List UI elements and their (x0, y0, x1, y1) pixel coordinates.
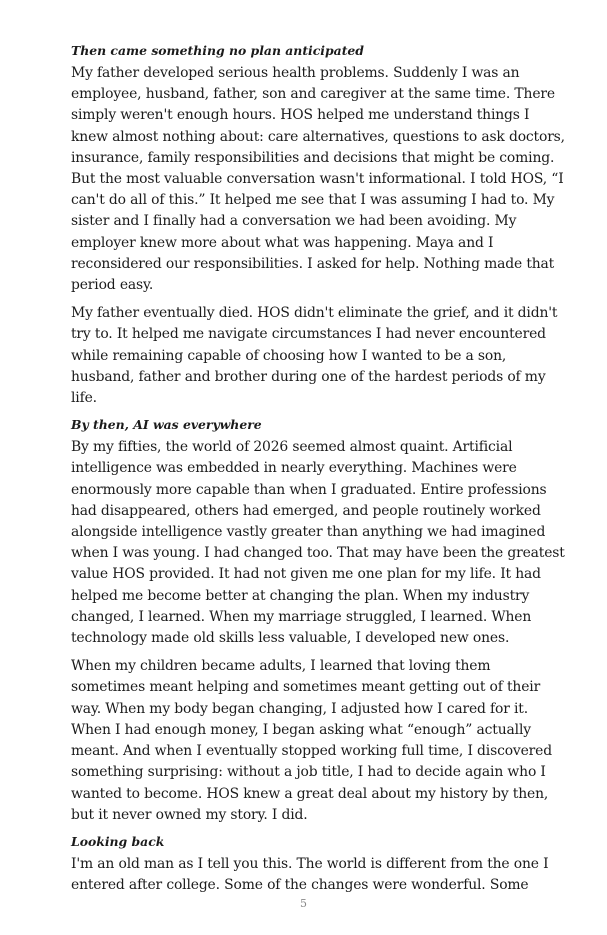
document-page (71, 42, 566, 903)
paragraph: By my fifties, the world of 2026 seemed almost quaint. Artificial intelligence was embedded in nearly everything. Machines were enormously more capable than when I graduated. Entire professions had disappeared, others had emerged, and people routinely worked alongside intelligence vastly greater than anything we had imagined when I was young. I had changed too. That may have been the greatest value HOS provided. It had not given me one plan for my life. It had helped me become better at changing the plan. When my industry changed, I learned. When my marriage struggled, I learned. When technology made old skills less valuable, I developed new ones. (71, 439, 565, 647)
page-number: 5 (300, 897, 307, 910)
section-heading: By then, AI was everywhere (71, 417, 262, 433)
paragraph: I'm an old man as I tell you this. The world is different from the one I entered after college. Some of the changes were wonderful. Some (71, 855, 549, 894)
section-heading: Then came something no plan anticipated (71, 43, 364, 58)
section-ai-everywhere (71, 416, 566, 826)
paragraph: When my children became adults, I learned that loving them sometimes meant helping and sometimes meant getting out of their way. When my body began changing, I adjusted how I cared for it. When I had enough money, I began asking what “enough” actually meant. And when I eventually stopped working full time, I discovered something surprising: without a job title, I had to decide again who I wanted to become. HOS knew a great deal about my history by then, but it never owned my story. I did. (71, 658, 552, 823)
section-looking-back (71, 833, 566, 896)
section-heading: Looking back (71, 833, 165, 849)
paragraph: My father eventually died. HOS didn't eliminate the grief, and it didn't try to. It helped me navigate circumstances I had never encountered while remaining capable of choosing how I wanted to be a son, husband, father and brother during one of the hardest periods of my life. (71, 305, 558, 407)
section-caregiving (71, 42, 566, 409)
paragraph: My father developed serious health problems. Suddenly I was an employee, husband, father, son and caregiver at the same time. There simply weren't enough hours. HOS helped me understand things I knew almost nothing about: care alternatives, questions to ask doctors, insurance, family responsibilities and decisions that might be coming. But the most valuable conversation wasn't informational. I told HOS, “I can't do all of this.” It helped me see that I was assuming I had to. My sister and I finally had a conversation we had been avoiding. My employer knew more about what was happening. Maya and I reconsidered our responsibilities. I asked for help. Nothing made that period easy. (71, 65, 565, 294)
